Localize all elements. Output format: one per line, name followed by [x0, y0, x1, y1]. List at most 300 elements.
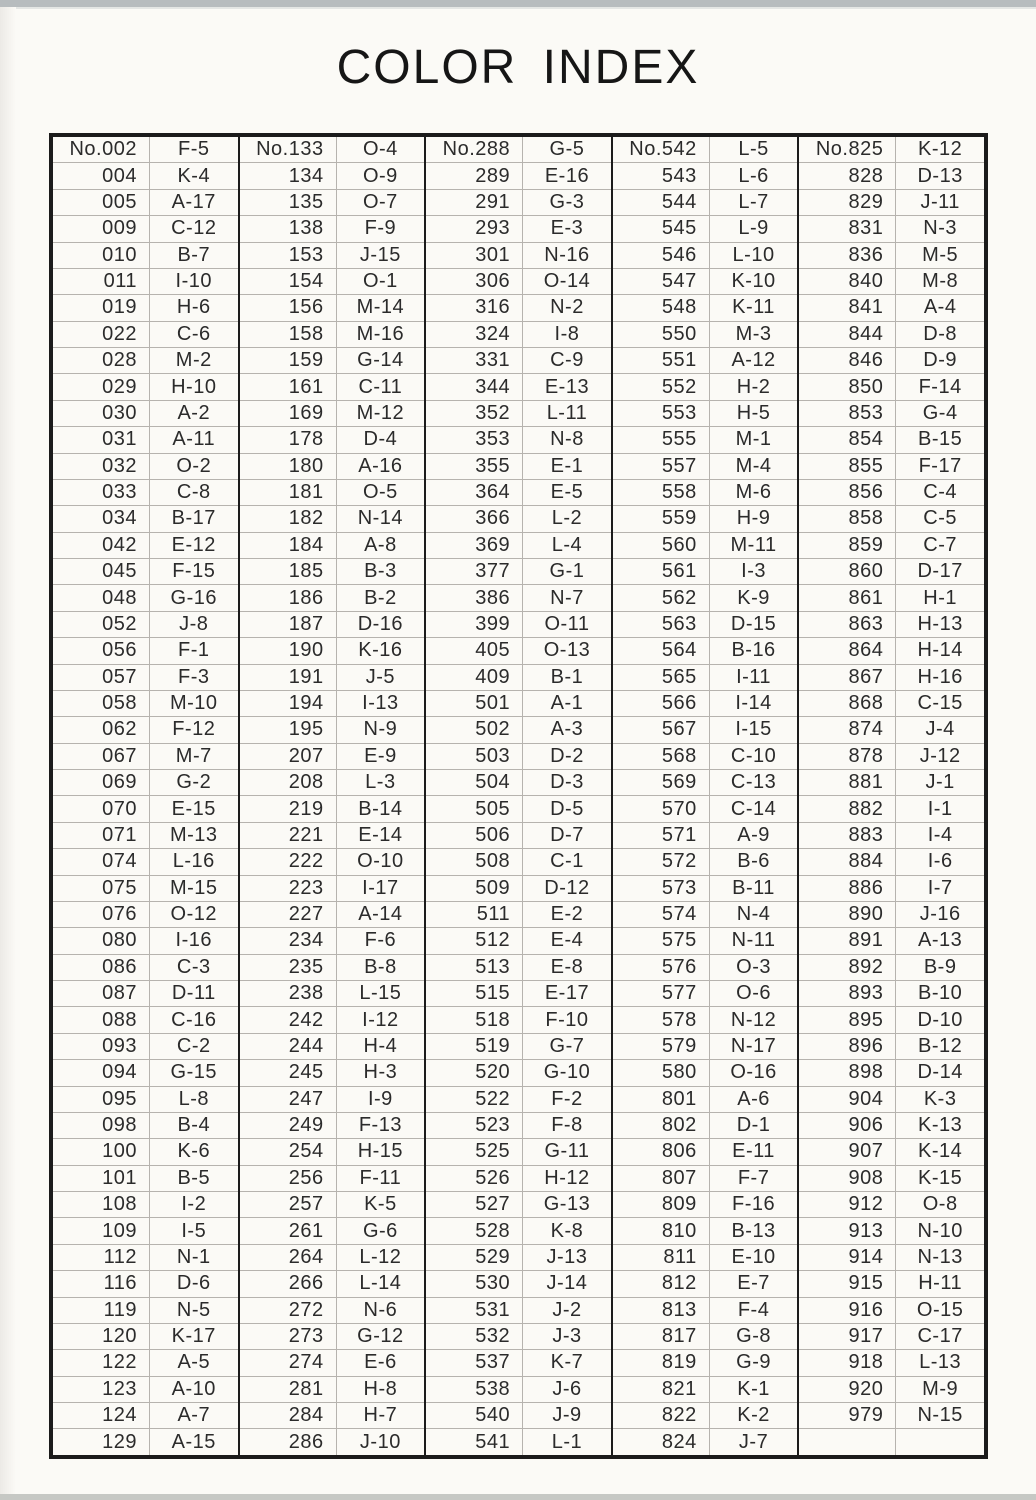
color-number-cell: 257: [288, 1193, 324, 1216]
color-code-cell: M-7: [149, 744, 238, 769]
color-number-cell: No.002: [69, 138, 137, 161]
color-code-cell: B-10: [895, 981, 984, 1006]
color-code-cell: M-3: [709, 322, 798, 347]
color-code-cell: B-3: [336, 559, 425, 584]
table-row: [240, 479, 425, 505]
color-code-cell: M-4: [709, 454, 798, 479]
color-number-cell: 571: [661, 823, 697, 846]
color-number-cell: 116: [103, 1272, 137, 1295]
table-row: [426, 875, 611, 901]
table-row: [240, 347, 425, 373]
table-row: [426, 980, 611, 1006]
color-number-cell: 129: [102, 1430, 137, 1453]
color-code-cell: I-4: [895, 823, 984, 848]
table-row: [53, 1217, 238, 1243]
color-number-cell: 568: [661, 744, 697, 767]
color-code-cell: K-12: [895, 137, 984, 162]
color-number-cell: 223: [288, 876, 324, 899]
color-number-cell: 508: [475, 850, 511, 873]
color-code-cell: O-9: [336, 163, 425, 188]
table-row: [613, 1006, 798, 1032]
color-number-cell: 918: [848, 1351, 884, 1374]
table-row: [426, 1138, 611, 1164]
color-number-cell: 244: [288, 1034, 324, 1057]
table-row: [240, 321, 425, 347]
color-number-cell: 070: [102, 797, 137, 820]
color-number-cell: 227: [288, 903, 324, 926]
table-row: [613, 400, 798, 426]
color-code-cell: F-10: [522, 1007, 611, 1032]
color-number-cell: 028: [102, 349, 137, 372]
color-number-cell: 108: [102, 1193, 137, 1216]
table-row: [799, 901, 984, 927]
table-row: [240, 584, 425, 610]
table-row: [613, 1165, 798, 1191]
color-number-cell: 567: [661, 718, 697, 741]
color-code-cell: C-11: [336, 374, 425, 399]
color-number-cell: 274: [288, 1351, 324, 1374]
color-number-cell: 195: [288, 718, 324, 741]
color-number-cell: 511: [476, 903, 511, 926]
color-code-cell: [895, 1429, 984, 1454]
color-number-cell: 324: [475, 322, 511, 345]
color-number-cell: 052: [102, 612, 137, 635]
color-code-cell: D-17: [895, 559, 984, 584]
color-code-cell: H-12: [522, 1166, 611, 1191]
table-row: [426, 822, 611, 848]
color-number-cell: 867: [848, 665, 884, 688]
color-code-cell: K-2: [709, 1403, 798, 1428]
table-row: [240, 611, 425, 637]
table-row: [240, 1323, 425, 1349]
color-number-cell: 355: [475, 454, 511, 477]
table-row: [53, 1297, 238, 1323]
table-row: [613, 1138, 798, 1164]
table-row: [613, 611, 798, 637]
color-number-cell: 915: [848, 1272, 884, 1295]
color-number-cell: 522: [475, 1087, 511, 1110]
color-number-cell: 086: [102, 955, 137, 978]
table-row: [53, 321, 238, 347]
color-code-cell: J-12: [895, 744, 984, 769]
table-row: [613, 769, 798, 795]
color-code-cell: C-14: [709, 796, 798, 821]
color-code-cell: E-1: [522, 454, 611, 479]
table-row: [426, 611, 611, 637]
color-code-cell: N-16: [522, 243, 611, 268]
color-code-cell: B-17: [149, 506, 238, 531]
color-code-cell: C-3: [149, 955, 238, 980]
table-row: [799, 1270, 984, 1296]
color-code-cell: I-13: [336, 691, 425, 716]
table-row: [53, 215, 238, 241]
table-row: [613, 1059, 798, 1085]
table-row: [240, 189, 425, 215]
color-code-cell: I-16: [149, 928, 238, 953]
table-row: [426, 716, 611, 742]
table-row: [53, 716, 238, 742]
table-row: [53, 1191, 238, 1217]
color-code-cell: F-2: [522, 1087, 611, 1112]
color-number-cell: 565: [661, 665, 697, 688]
color-code-cell: F-7: [709, 1166, 798, 1191]
table-row: [426, 321, 611, 347]
color-number-cell: 344: [475, 375, 511, 398]
color-number-cell: 836: [848, 243, 884, 266]
color-code-cell: L-11: [522, 401, 611, 426]
table-row: [53, 584, 238, 610]
table-row: [613, 875, 798, 901]
color-number-cell: 067: [102, 744, 137, 767]
table-row: [426, 479, 611, 505]
table-row: [426, 1376, 611, 1402]
color-number-cell: 564: [661, 639, 697, 662]
table-row: [799, 321, 984, 347]
color-number-cell: 576: [661, 955, 697, 978]
color-code-cell: D-13: [895, 163, 984, 188]
color-code-cell: F-9: [336, 216, 425, 241]
color-code-cell: F-14: [895, 374, 984, 399]
table-row: [240, 1086, 425, 1112]
color-number-cell: 074: [102, 850, 137, 873]
table-row: [799, 1138, 984, 1164]
color-number-cell: 503: [475, 744, 511, 767]
table-row: [613, 294, 798, 320]
table-row: [240, 1349, 425, 1375]
table-row: [799, 347, 984, 373]
color-number-cell: 502: [475, 718, 511, 741]
color-number-cell: 560: [661, 533, 697, 556]
color-code-cell: H-1: [895, 585, 984, 610]
color-number-cell: 235: [288, 955, 324, 978]
color-number-cell: 377: [475, 560, 511, 583]
color-code-cell: O-7: [336, 190, 425, 215]
table-row: [426, 848, 611, 874]
table-row: [613, 1376, 798, 1402]
color-number-cell: 893: [848, 982, 884, 1005]
color-code-cell: O-8: [895, 1192, 984, 1217]
color-number-cell: 572: [661, 850, 697, 873]
table-row: [240, 1376, 425, 1402]
table-row: [240, 901, 425, 927]
color-code-cell: J-14: [522, 1271, 611, 1296]
color-code-cell: G-3: [522, 190, 611, 215]
color-number-cell: 010: [102, 243, 137, 266]
color-code-cell: E-2: [522, 902, 611, 927]
color-number-cell: 221: [288, 823, 324, 846]
color-number-cell: 578: [661, 1008, 697, 1031]
color-code-cell: N-1: [149, 1245, 238, 1270]
table-row: [240, 1297, 425, 1323]
color-number-cell: 256: [288, 1166, 324, 1189]
color-number-cell: 904: [848, 1087, 884, 1110]
table-row: [240, 453, 425, 479]
table-row: [53, 743, 238, 769]
color-number-cell: 813: [661, 1298, 697, 1321]
color-number-cell: 029: [102, 375, 137, 398]
color-code-cell: E-13: [522, 374, 611, 399]
color-number-cell: 575: [661, 929, 697, 952]
color-number-cell: 042: [102, 533, 137, 556]
color-number-cell: 882: [848, 797, 884, 820]
color-code-cell: H-14: [895, 638, 984, 663]
color-number-cell: 538: [475, 1377, 511, 1400]
color-number-cell: 352: [475, 401, 511, 424]
color-number-cell: 005: [102, 190, 137, 213]
color-code-cell: M-10: [149, 691, 238, 716]
table-row: [240, 1138, 425, 1164]
color-number-cell: 907: [848, 1140, 884, 1163]
table-row: [426, 294, 611, 320]
color-code-cell: O-12: [149, 902, 238, 927]
color-number-cell: 558: [661, 481, 697, 504]
color-number-cell: 537: [475, 1351, 511, 1374]
color-code-cell: D-5: [522, 796, 611, 821]
color-code-cell: G-13: [522, 1192, 611, 1217]
color-code-cell: K-15: [895, 1166, 984, 1191]
color-number-cell: 881: [848, 771, 884, 794]
table-row: [613, 558, 798, 584]
table-row: [613, 980, 798, 1006]
color-number-cell: 807: [661, 1166, 697, 1189]
table-row: [799, 637, 984, 663]
color-code-cell: B-1: [522, 665, 611, 690]
color-number-cell: 821: [661, 1377, 697, 1400]
table-row: [799, 1376, 984, 1402]
table-row: [53, 1376, 238, 1402]
table-row: [240, 795, 425, 821]
color-number-cell: 884: [848, 850, 884, 873]
color-number-cell: 182: [288, 507, 324, 530]
color-code-cell: E-12: [149, 533, 238, 558]
table-row: [799, 716, 984, 742]
color-code-cell: A-6: [709, 1087, 798, 1112]
color-code-cell: A-10: [149, 1377, 238, 1402]
color-number-cell: 135: [288, 190, 324, 213]
table-row: [799, 1349, 984, 1375]
table-row: [799, 1006, 984, 1032]
color-code-cell: J-11: [895, 190, 984, 215]
table-row: [240, 743, 425, 769]
color-code-cell: B-12: [895, 1034, 984, 1059]
color-number-cell: 824: [661, 1430, 697, 1453]
color-number-cell: 119: [103, 1298, 137, 1321]
color-code-cell: A-16: [336, 454, 425, 479]
color-number-cell: 098: [102, 1114, 137, 1137]
color-code-cell: N-9: [336, 717, 425, 742]
color-code-cell: N-5: [149, 1298, 238, 1323]
color-number-cell: 247: [288, 1087, 324, 1110]
table-row: [240, 1244, 425, 1270]
color-code-cell: D-2: [522, 744, 611, 769]
color-number-cell: 864: [848, 639, 884, 662]
color-code-cell: N-13: [895, 1245, 984, 1270]
table-row: [53, 1270, 238, 1296]
table-row: [426, 954, 611, 980]
color-number-cell: 868: [848, 692, 884, 715]
table-row: [799, 1244, 984, 1270]
color-code-cell: G-4: [895, 401, 984, 426]
table-row: [613, 822, 798, 848]
color-number-cell: 178: [288, 428, 324, 451]
table-row: [613, 1112, 798, 1138]
color-number-cell: 509: [475, 876, 511, 899]
color-code-cell: O-13: [522, 638, 611, 663]
color-code-cell: K-10: [709, 269, 798, 294]
color-code-cell: L-8: [149, 1087, 238, 1112]
color-code-cell: K-11: [709, 295, 798, 320]
table-row: [240, 954, 425, 980]
color-number-cell: 563: [661, 612, 697, 635]
color-code-cell: K-1: [709, 1377, 798, 1402]
table-row: [426, 664, 611, 690]
color-number-cell: 858: [848, 507, 884, 530]
color-code-cell: C-5: [895, 506, 984, 531]
color-number-cell: No.133: [256, 138, 324, 161]
color-code-cell: B-8: [336, 955, 425, 980]
table-row: [799, 769, 984, 795]
table-row: [799, 373, 984, 399]
color-number-cell: 846: [848, 349, 884, 372]
table-column-group: [797, 137, 984, 1455]
color-number-cell: 071: [102, 823, 137, 846]
color-number-cell: 366: [475, 507, 511, 530]
color-number-cell: 048: [102, 586, 137, 609]
color-code-cell: A-9: [709, 823, 798, 848]
color-code-cell: I-17: [336, 876, 425, 901]
color-number-cell: 056: [102, 639, 137, 662]
color-number-cell: 087: [102, 982, 137, 1005]
color-code-cell: K-9: [709, 585, 798, 610]
table-row: [240, 822, 425, 848]
table-row: [240, 373, 425, 399]
color-number-cell: 264: [288, 1245, 324, 1268]
color-number-cell: 562: [661, 586, 697, 609]
color-number-cell: 886: [848, 876, 884, 899]
color-number-cell: 076: [102, 903, 137, 926]
scan-edge-bottom: [0, 1494, 1036, 1500]
table-row: [613, 321, 798, 347]
table-row: [53, 400, 238, 426]
color-number-cell: 180: [288, 454, 324, 477]
color-code-cell: J-9: [522, 1403, 611, 1428]
color-number-cell: 009: [102, 217, 137, 240]
color-code-cell: L-16: [149, 849, 238, 874]
color-number-cell: 181: [288, 481, 324, 504]
color-code-cell: F-15: [149, 559, 238, 584]
color-code-cell: K-13: [895, 1113, 984, 1138]
color-code-cell: D-11: [149, 981, 238, 1006]
color-number-cell: 906: [848, 1114, 884, 1137]
color-code-cell: M-8: [895, 269, 984, 294]
table-row: [426, 1112, 611, 1138]
table-row: [613, 268, 798, 294]
color-number-cell: 272: [288, 1298, 324, 1321]
table-row: [613, 901, 798, 927]
color-number-cell: 095: [102, 1087, 137, 1110]
table-row: [426, 743, 611, 769]
color-code-cell: F-6: [336, 928, 425, 953]
color-number-cell: 058: [102, 692, 137, 715]
table-row: [53, 848, 238, 874]
color-code-cell: C-12: [149, 216, 238, 241]
color-number-cell: 153: [288, 243, 324, 266]
table-row: [799, 242, 984, 268]
color-number-cell: 057: [102, 665, 137, 688]
table-row: [426, 1349, 611, 1375]
color-code-cell: L-1: [522, 1429, 611, 1454]
table-row: [240, 1006, 425, 1032]
table-row: [613, 1086, 798, 1112]
color-code-cell: J-15: [336, 243, 425, 268]
color-code-cell: N-7: [522, 585, 611, 610]
color-code-cell: K-6: [149, 1139, 238, 1164]
table-row: [426, 505, 611, 531]
table-row: [799, 954, 984, 980]
table-row: [53, 505, 238, 531]
table-row: [426, 1270, 611, 1296]
color-code-cell: F-4: [709, 1298, 798, 1323]
color-number-cell: 169: [288, 401, 324, 424]
color-code-cell: N-6: [336, 1298, 425, 1323]
color-number-cell: 819: [661, 1351, 697, 1374]
color-code-cell: J-8: [149, 612, 238, 637]
color-code-cell: D-12: [522, 876, 611, 901]
color-number-cell: No.542: [629, 138, 697, 161]
table-row: [799, 664, 984, 690]
table-row: [426, 373, 611, 399]
color-code-cell: D-9: [895, 348, 984, 373]
color-code-cell: C-2: [149, 1034, 238, 1059]
table-row: [799, 215, 984, 241]
table-row: [53, 479, 238, 505]
color-code-cell: N-10: [895, 1218, 984, 1243]
color-code-cell: B-6: [709, 849, 798, 874]
table-row: [799, 162, 984, 188]
color-code-cell: H-8: [336, 1377, 425, 1402]
color-number-cell: 802: [661, 1114, 697, 1137]
color-number-cell: 520: [475, 1061, 511, 1084]
table-row: [426, 795, 611, 821]
color-code-cell: K-8: [522, 1218, 611, 1243]
color-code-cell: A-12: [709, 348, 798, 373]
color-number-cell: 242: [288, 1008, 324, 1031]
color-number-cell: 080: [102, 929, 137, 952]
color-number-cell: 291: [475, 190, 511, 213]
color-number-cell: 369: [475, 533, 511, 556]
color-number-cell: 301: [475, 243, 511, 266]
table-row: [613, 426, 798, 452]
color-number-cell: 045: [102, 560, 137, 583]
table-row: [53, 664, 238, 690]
color-code-cell: J-4: [895, 717, 984, 742]
color-number-cell: 033: [102, 481, 137, 504]
color-code-cell: E-10: [709, 1245, 798, 1270]
color-index-table: [49, 133, 988, 1459]
color-code-cell: O-14: [522, 269, 611, 294]
table-row: [240, 1217, 425, 1243]
color-code-cell: N-11: [709, 928, 798, 953]
color-code-cell: J-5: [336, 665, 425, 690]
color-code-cell: O-16: [709, 1060, 798, 1085]
table-row: [799, 1402, 984, 1428]
color-number-cell: 912: [848, 1193, 884, 1216]
color-number-cell: 519: [475, 1034, 511, 1057]
table-column-group: [611, 137, 798, 1455]
color-number-cell: 158: [288, 322, 324, 345]
color-code-cell: I-15: [709, 717, 798, 742]
scan-shade-left: [0, 7, 16, 1494]
